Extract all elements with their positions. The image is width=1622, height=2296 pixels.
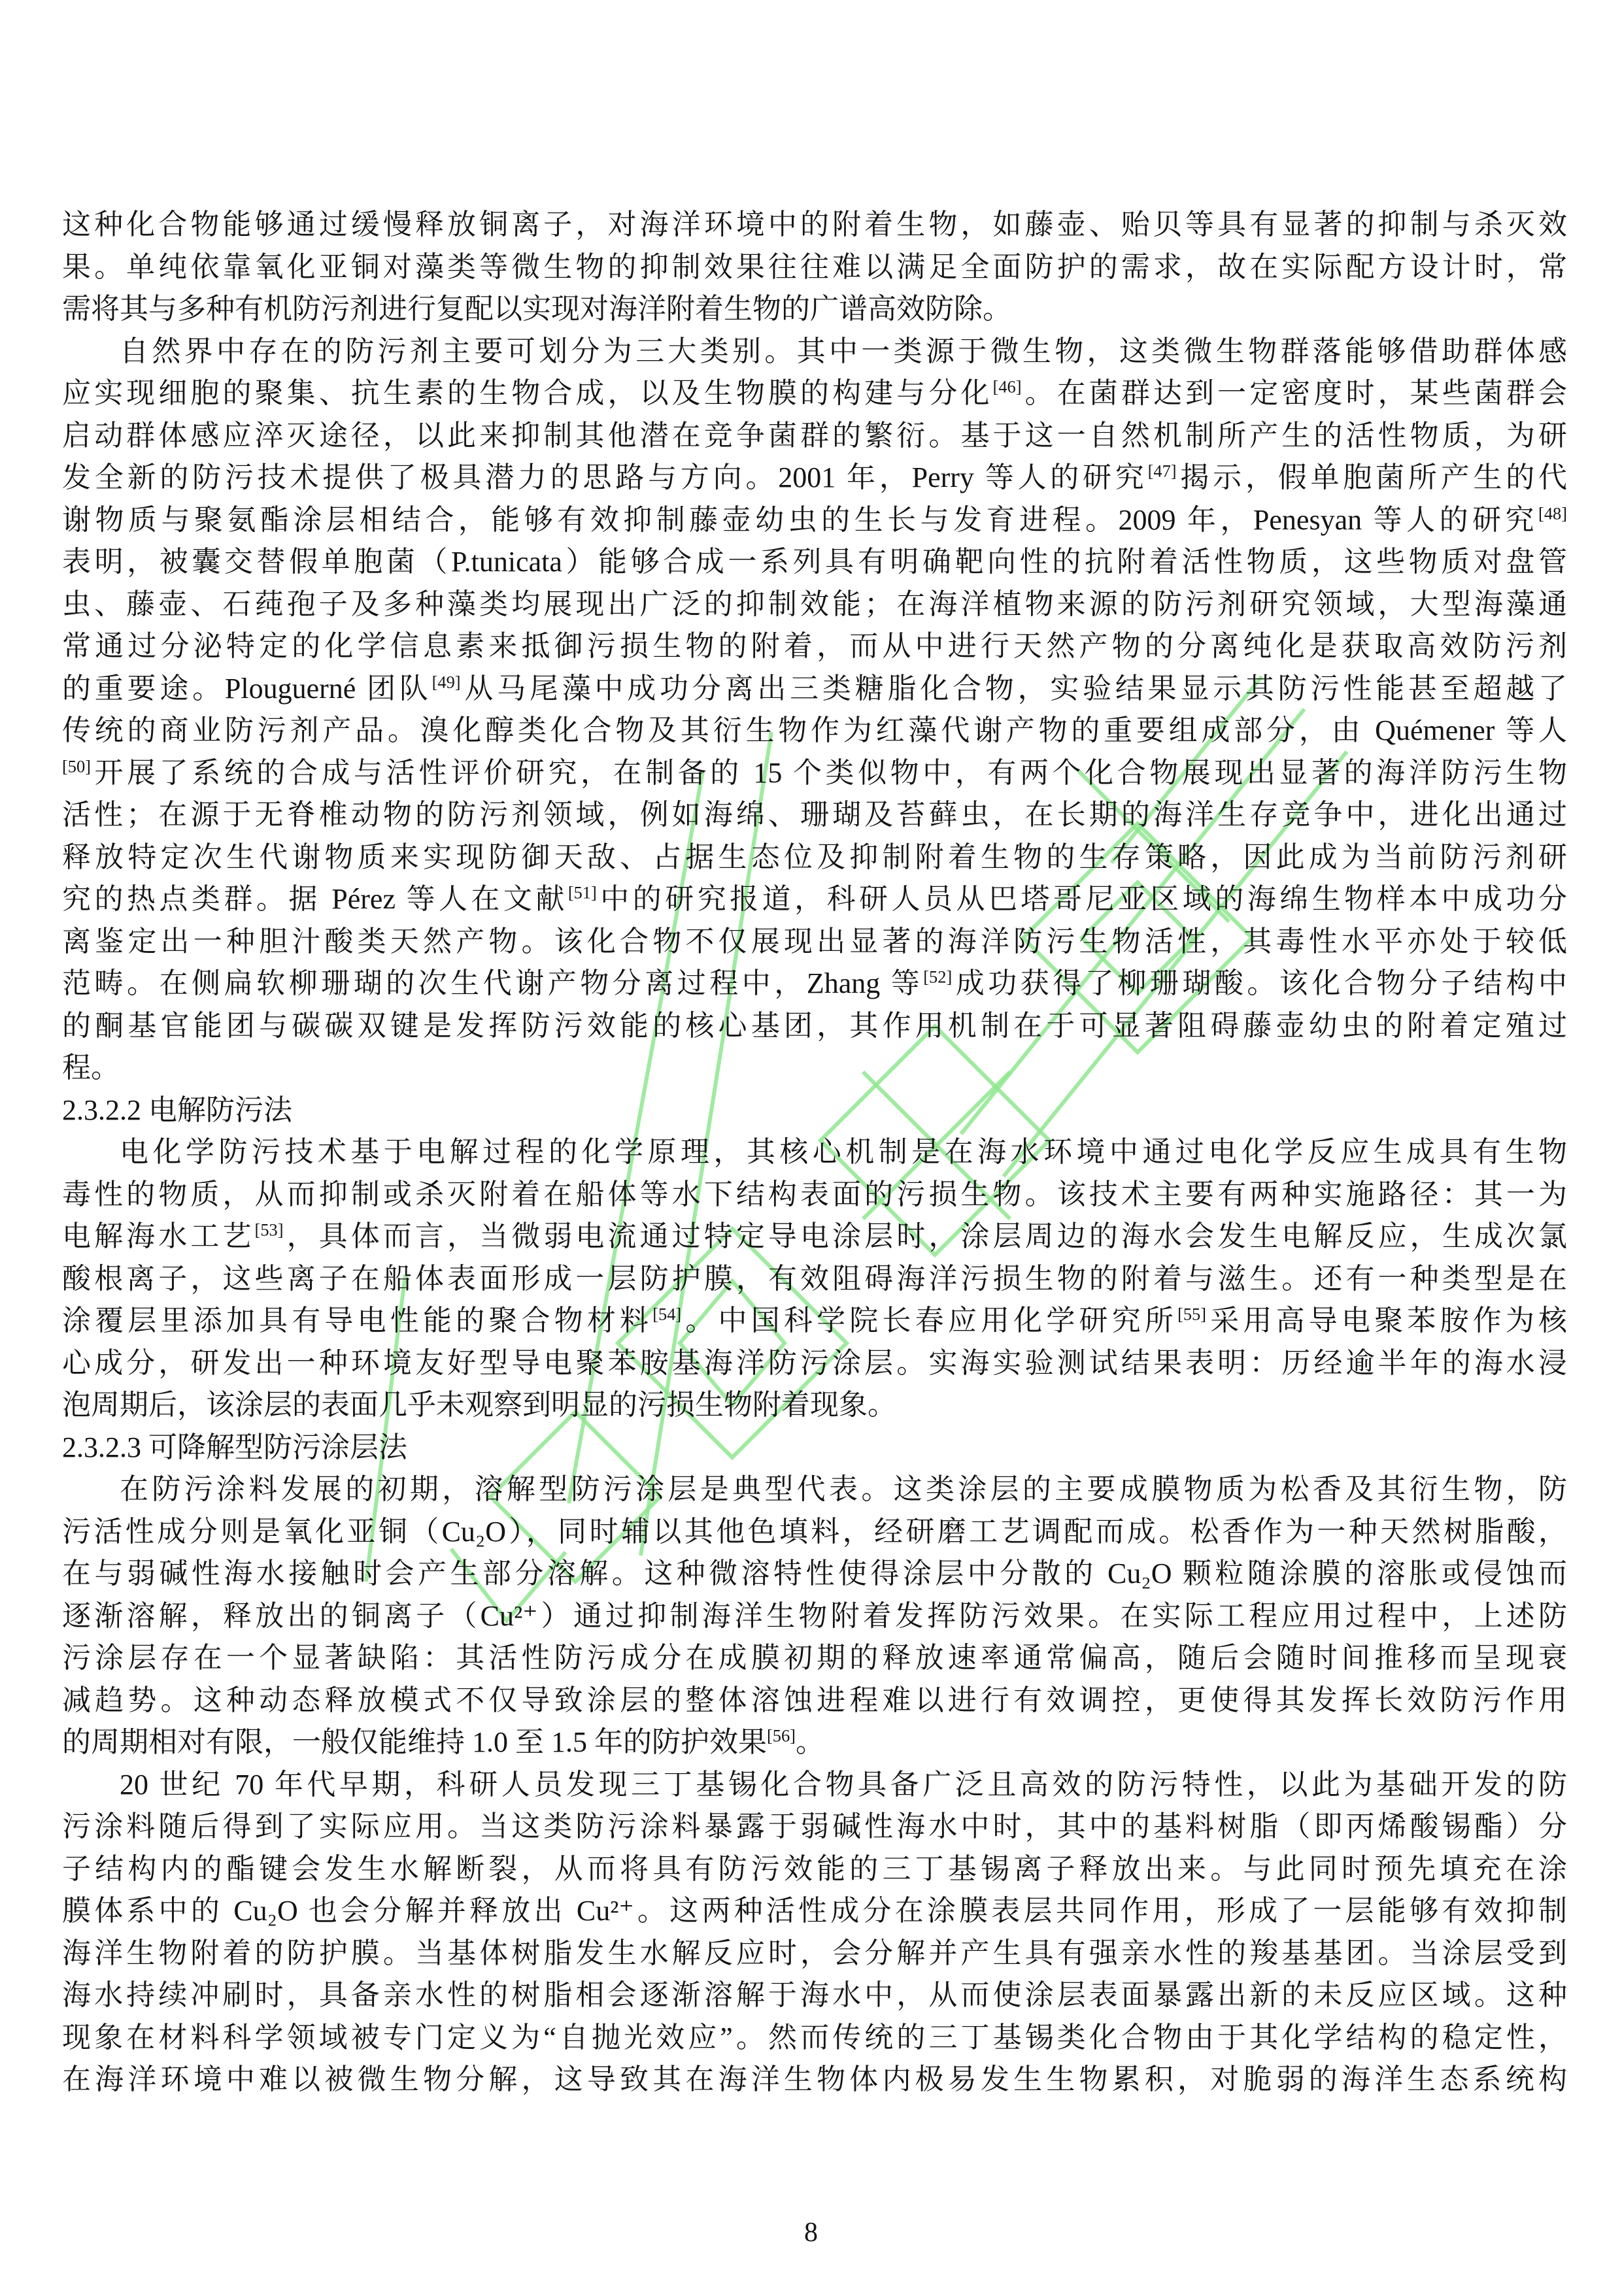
text-line: 需将其与多种有机防污剂进行复配以实现对海洋附着生物的广谱高效防除。 [62, 293, 1011, 325]
text-line: [50]开展了系统的合成与活性评价研究，在制备的 15 个类似物中，有两个化合物展现出显著的海洋防污生物 [62, 756, 1567, 789]
text-line: 膜体系中的 Cu₂O 也会分解并释放出 Cu²⁺。这两种活性成分在涂膜表层共同作用，形成了一层能够有效抑制 [62, 1895, 1567, 1927]
text-line: 活性；在源于无脊椎动物的防污剂领域，例如海绵、珊瑚及苔藓虫，在长期的海洋生存竞争中，进化出通过 [62, 799, 1567, 831]
text-line: 表明，被囊交替假单胞菌（P.tunicata）能够合成一系列具有明确靶向性的抗附着活性物质，这些物质对盘管 [62, 546, 1567, 578]
text-line: 应实现细胞的聚集、抗生素的生物合成，以及生物膜的构建与分化[46]。在菌群达到一定密度时，某些菌群会 [62, 376, 1568, 409]
text-line: 在海洋环境中难以被微生物分解，这导致其在海洋生物体内极易发生生物累积，对脆弱的海洋生态系统构 [62, 2063, 1567, 2095]
text-line: 虫、藤壶、石莼孢子及多种藻类均展现出广泛的抑制效能；在海洋植物来源的防污剂研究领域，大型海藻通 [62, 588, 1567, 620]
text-line: 电化学防污技术基于电解过程的化学原理，其核心机制是在海水环境中通过电化学反应生成具有生物 [120, 1136, 1567, 1168]
text-line: 逐渐溶解，释放出的铜离子（Cu²⁺）通过抑制海洋生物附着发挥防污效果。在实际工程应用过程中，上述防 [62, 1599, 1567, 1632]
text-line: 谢物质与聚氨酯涂层相结合，能够有效抑制藤壶幼虫的生长与发育进程。2009 年，Penesyan 等人的研究[48] [62, 503, 1567, 536]
section-heading: 2.3.2.2 电解防污法 [62, 1093, 292, 1126]
text-line: 范畴。在侧扁软柳珊瑚的次生代谢产物分离过程中，Zhang 等[52]成功获得了柳珊瑚酸。该化合物分子结构中 [62, 967, 1568, 999]
text-line: 心成分，研发出一种环境友好型导电聚苯胺基海洋防污涂层。实海实验测试结果表明：历经逾半年的海水浸 [62, 1346, 1567, 1379]
text-line: 污涂料随后得到了实际应用。当这类防污涂料暴露于弱碱性海水中时，其中的基料树脂（即丙烯酸锡酯）分 [62, 1810, 1567, 1842]
text-line: 的酮基官能团与碳碳双键是发挥防污效能的核心基团，其作用机制在于可显著阻碍藤壶幼虫的附着定殖过 [62, 1009, 1567, 1042]
text-line: 涂覆层里添加具有导电性能的聚合物材料[54]。中国科学院长春应用化学研究所[55]采用高导电聚苯胺作为核 [62, 1304, 1568, 1337]
text-line: 海水持续冲刷时，具备亲水性的树脂相会逐渐溶解于海水中，从而使涂层表面暴露出新的未反应区域。这种 [62, 1979, 1567, 2011]
text-line: 启动群体感应淬灭途径，以此来抑制其他潜在竞争菌群的繁衍。基于这一自然机制所产生的活性物质，为研 [62, 419, 1567, 452]
text-line: 在与弱碱性海水接触时会产生部分溶解。这种微溶特性使得涂层中分散的 Cu₂O 颗粒随涂膜的溶胀或侵蚀而 [62, 1557, 1567, 1589]
text-line: 毒性的物质，从而抑制或杀灭附着在船体等水下结构表面的污损生物。该技术主要有两种实施路径：其一为 [62, 1178, 1567, 1210]
text-line: 发全新的防污技术提供了极具潜力的思路与方向。2001 年，Perry 等人的研究[47]揭示，假单胞菌所产生的代 [62, 461, 1568, 493]
text-line: 海洋生物附着的防护膜。当基体树脂发生水解反应时，会分解并产生具有强亲水性的羧基基团。当涂层受到 [62, 1937, 1567, 1969]
text-line: 在防污涂料发展的初期，溶解型防污涂层是典型代表。这类涂层的主要成膜物质为松香及其衍生物，防 [120, 1473, 1567, 1505]
text-line: 究的热点类群。据 Pérez 等人在文献[51]中的研究报道，科研人员从巴塔哥尼亚区域的海绵生物样本中成功分 [62, 882, 1568, 915]
text-line: 释放特定次生代谢物质来实现防御天敌、占据生态位及抑制附着生物的生存策略，因此成为当前防污剂研 [62, 840, 1567, 873]
text-line: 现象在材料科学领域被专门定义为“自抛光效应”。然而传统的三丁基锡类化合物由于其化学结构的稳定性， [62, 2021, 1567, 2054]
text-line: 减趋势。这种动态释放模式不仅导致涂层的整体溶蚀进程难以进行有效调控，更使得其发挥长效防污作用 [62, 1684, 1567, 1716]
text-line: 果。单纯依靠氧化亚铜对藻类等微生物的抑制效果往往难以满足全面防护的需求，故在实际配方设计时，常 [62, 250, 1567, 283]
page-footer [0, 2217, 1622, 2248]
text-line: 20 世纪 70 年代早期，科研人员发现三丁基锡化合物具备广泛且高效的防污特性，以此为基础开发的防 [120, 1768, 1567, 1801]
text-line: 程。 [62, 1052, 120, 1084]
text-line: 传统的商业防污剂产品。溴化醇类化合物及其衍生物作为红藻代谢产物的重要组成部分，由 Quémener 等人 [62, 714, 1567, 746]
text-line: 泡周期后，该涂层的表面几乎未观察到明显的污损生物附着现象。 [62, 1389, 896, 1421]
page-number: 8 [804, 2218, 818, 2248]
text-line: 污涂层存在一个显著缺陷：其活性防污成分在成膜初期的释放速率通常偏高，随后会随时间推移而呈现衰 [62, 1642, 1567, 1674]
text-line: 的周期相对有限，一般仅能维持 1.0 至 1.5 年的防护效果[56]。 [62, 1725, 824, 1758]
document-text [62, 204, 1567, 2101]
text-line: 自然界中存在的防污剂主要可划分为三大类别。其中一类源于微生物，这类微生物群落能够借助群体感 [120, 335, 1567, 367]
text-line: 酸根离子，这些离子在船体表面形成一层防护膜，有效阻碍海洋污损生物的附着与滋生。还有一种类型是在 [62, 1262, 1567, 1295]
text-line: 电解海水工艺[53]，具体而言，当微弱电流通过特定导电涂层时，涂层周边的海水会发生电解反应，生成次氯 [62, 1220, 1568, 1252]
section-heading: 2.3.2.3 可降解型防污涂层法 [62, 1431, 407, 1463]
text-line: 常通过分泌特定的化学信息素来抵御污损生物的附着，而从中进行天然产物的分离纯化是获取高效防污剂 [62, 630, 1567, 662]
text-line: 子结构内的酯键会发生水解断裂，从而将具有防污效能的三丁基锡离子释放出来。与此同时预先填充在涂 [62, 1852, 1567, 1885]
text-line: 的重要途。Plouguerné 团队[49]从马尾藻中成功分离出三类糖脂化合物，实验结果显示其防污性能甚至超越了 [62, 671, 1568, 705]
text-line: 污活性成分则是氧化亚铜（Cu₂O），同时辅以其他色填料，经研磨工艺调配而成。松香作为一种天然树脂酸， [62, 1515, 1567, 1548]
text-line: 离鉴定出一种胆汁酸类天然产物。该化合物不仅展现出显著的海洋防污生物活性，其毒性水平亦处于较低 [62, 925, 1567, 957]
text-line: 这种化合物能够通过缓慢释放铜离子，对海洋环境中的附着生物，如藤壶、贻贝等具有显著的抑制与杀灭效 [62, 208, 1567, 241]
